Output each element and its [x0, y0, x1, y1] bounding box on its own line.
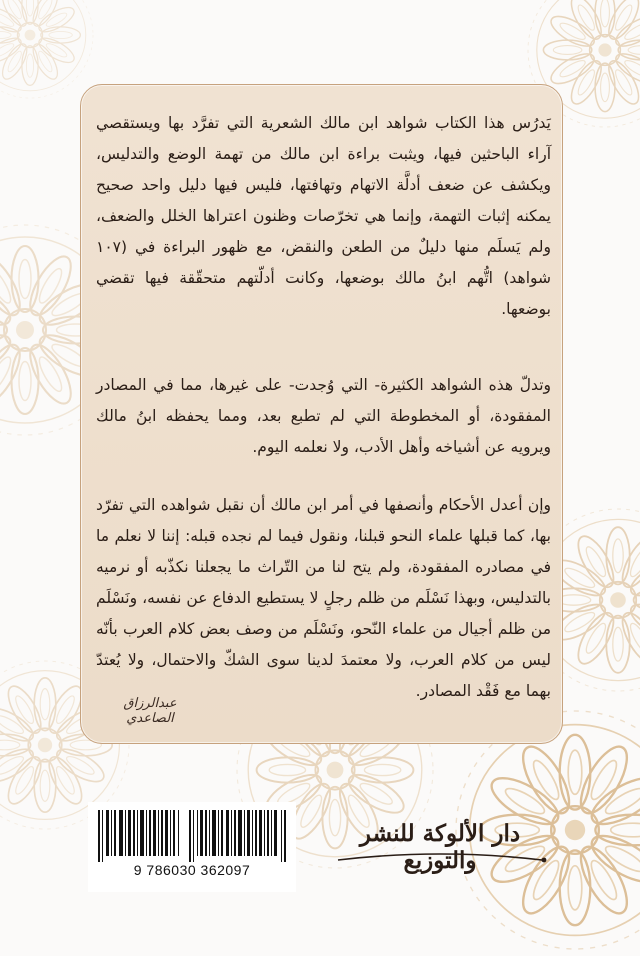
ornament-top-left [0, 0, 93, 98]
author-signature: عبدالرزاق الصاعدي [123, 696, 177, 726]
panel-text [96, 108, 551, 707]
isbn-digits: 9 786030 362097 [133, 862, 251, 878]
paragraph-2: وتدلّ هذه الشواهد الكثيرة- التي وُجدت- على غيرها، مما في المصادر المفقودة، أو المخطوطة التي لم تطبع بعد، ومما يحفظه ابنُ مالك ويرويه عن أشياخه وأهل الأدب، ولا نعلمه اليوم. [96, 376, 551, 456]
barcode-bars [98, 810, 288, 862]
paragraph-1: يَدرُس هذا الكتاب شواهد ابن مالك الشعرية التي تفرَّد بها ويستقصي آراء الباحثين فيها، ويثبت براءة ابن مالك من تهمة الوضع والتدليس، ويكشف عن ضعف أدلَّة الاتهام وتهافتها، فليس فيها دليل واحد صحيح يمكنه إثبات التهمة، وإنما هي تخرّصات وظنون اعتراها الخلل والضعف، ولم يَسلَم منها دليلٌ من الطعن والنقض، مع ظهور البراءة في (١٠٧ شواهد) اتُّهم ابنُ مالك بوضعها، وكانت أدلّتهم متحقّقة فيها تقضي بوضعها. [96, 114, 551, 318]
paragraph-3: وإن أعدل الأحكام وأنصفها في أمر ابن مالك أن نقبل شواهده التي تفرّد بها، كما قبلها علماء النحو قبلنا، ونقول فيما لم نجده قبله: إننا لا نعلم ما في مصادره المفقودة، ولم يتح لنا من التّراث ما يجعلنا نكذّبه أو نرميه بالتدليس، وبهذا نَسْلَم من ظلم رجلٍ لا يستطيع الدفاع عن نفسه، ونَسْلَم من ظلم أجيال من علماء النّحو، ونَسْلَم من وصف بعض كلام العرب بأنّه ليس من كلام العرب، ولا معتمدَ لدينا سوى الشكّ والاحتمال، ولا يُعتدّ بهما مع فَقْد المصادر. [96, 496, 551, 700]
publisher-logo-text: دار الألوكة للنشر والتوزيع [359, 820, 521, 874]
isbn-barcode [88, 802, 296, 892]
